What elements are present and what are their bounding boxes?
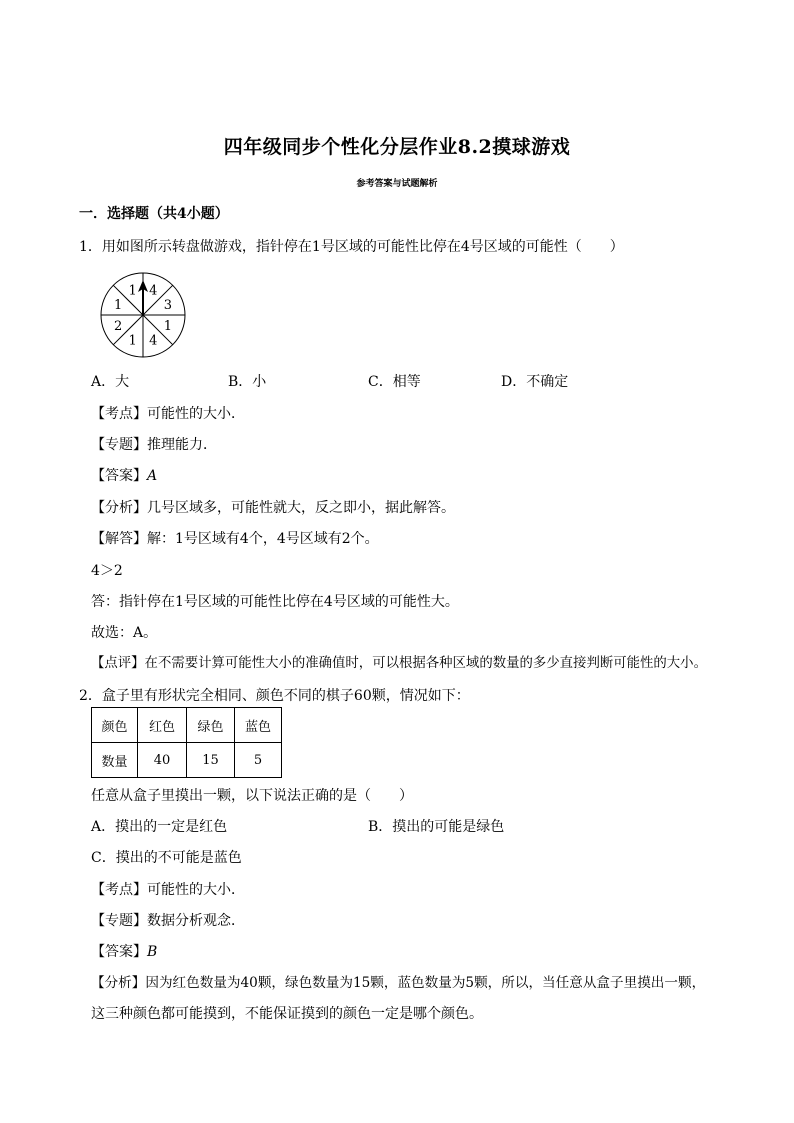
page-subtitle: 参考答案与试题解析	[356, 179, 438, 189]
q1-option-d: D．不确定	[501, 374, 569, 390]
q2-answer	[91, 943, 157, 961]
q1-kaodian: 【考点】可能性的大小．	[91, 406, 245, 422]
section-heading: 一．选择题（共4小题）	[79, 206, 229, 222]
spinner-sector-label: 2	[113, 318, 123, 334]
q1-da: 答：指针停在1号区域的可能性比停在4号区域的可能性大。	[91, 594, 459, 610]
q1-compare: 4＞2	[91, 563, 123, 579]
table-cell: 15	[187, 743, 235, 778]
spinner-sector-label: 4	[149, 283, 158, 299]
q1-option-b: B．小	[228, 374, 267, 390]
spinner-sector-label: 1	[128, 333, 137, 349]
q2-kaodian: 【考点】可能性的大小．	[91, 882, 245, 898]
table-cell: 绿色	[187, 708, 235, 743]
q2-answer-value: B	[147, 944, 158, 960]
q1-stem: 1．用如图所示转盘做游戏，指针停在1号区域的可能性比停在4号区域的可能性（ ）	[79, 239, 624, 255]
table-cell: 蓝色	[235, 708, 282, 743]
q1-dianping: 【点评】在不需要计算可能性大小的准确值时，可以根据各种区域的数量的多少直接判断可能性的大小。	[91, 656, 707, 671]
color-count-table	[91, 707, 282, 778]
q2-option-b: B．摸出的可能是绿色	[368, 819, 505, 835]
spinner-sector-label: 1	[163, 318, 173, 334]
q2-stem: 2．盒子里有形状完全相同、颜色不同的棋子60颗，情况如下：	[79, 688, 470, 704]
q1-jieda: 【解答】解：1号区域有4个，4号区域有2个。	[91, 531, 379, 547]
page-title: 四年级同步个性化分层作业8.2摸球游戏	[223, 136, 571, 158]
q1-guxuan: 故选：A。	[91, 625, 158, 641]
q2-fenxi-line2: 这三种颜色都可能摸到，不能保证摸到的颜色一定是哪个颜色。	[91, 1006, 483, 1022]
spinner-sector-label: 1	[113, 298, 123, 314]
q2-answer-tag: 【答案】	[91, 944, 147, 960]
table-cell: 5	[235, 743, 282, 778]
q1-answer	[91, 467, 157, 485]
q1-answer-tag: 【答案】	[91, 468, 147, 484]
q1-fenxi: 【分析】几号区域多，可能性就大，反之即小，据此解答。	[91, 500, 455, 516]
q2-zhuanti: 【专题】数据分析观念．	[91, 913, 245, 929]
q2-option-c: C．摸出的不可能是蓝色	[91, 850, 242, 866]
spinner-sector-label: 3	[163, 298, 173, 314]
table-row	[92, 743, 282, 778]
spinner-sector-label: 4	[149, 333, 158, 349]
table-row	[92, 708, 282, 743]
table-cell: 数量	[92, 743, 138, 778]
q1-option-a: A．大	[91, 374, 130, 390]
table-cell: 颜色	[92, 708, 138, 743]
q2-option-a: A．摸出的一定是红色	[91, 819, 228, 835]
table-cell: 红色	[138, 708, 187, 743]
q2-fenxi-line1: 【分析】因为红色数量为40颗，绿色数量为15颗，蓝色数量为5颗，所以，当任意从盒子里摸出一颗，	[91, 975, 706, 991]
q1-zhuanti: 【专题】推理能力．	[91, 437, 217, 453]
q1-answer-value: A	[147, 468, 158, 484]
table-cell: 40	[138, 743, 187, 778]
q1-option-c: C．相等	[368, 374, 421, 390]
q2-question: 任意从盒子里摸出一颗，以下说法正确的是（ ）	[91, 788, 413, 804]
spinner-figure	[92, 270, 194, 360]
spinner-sector-label: 1	[128, 283, 137, 299]
